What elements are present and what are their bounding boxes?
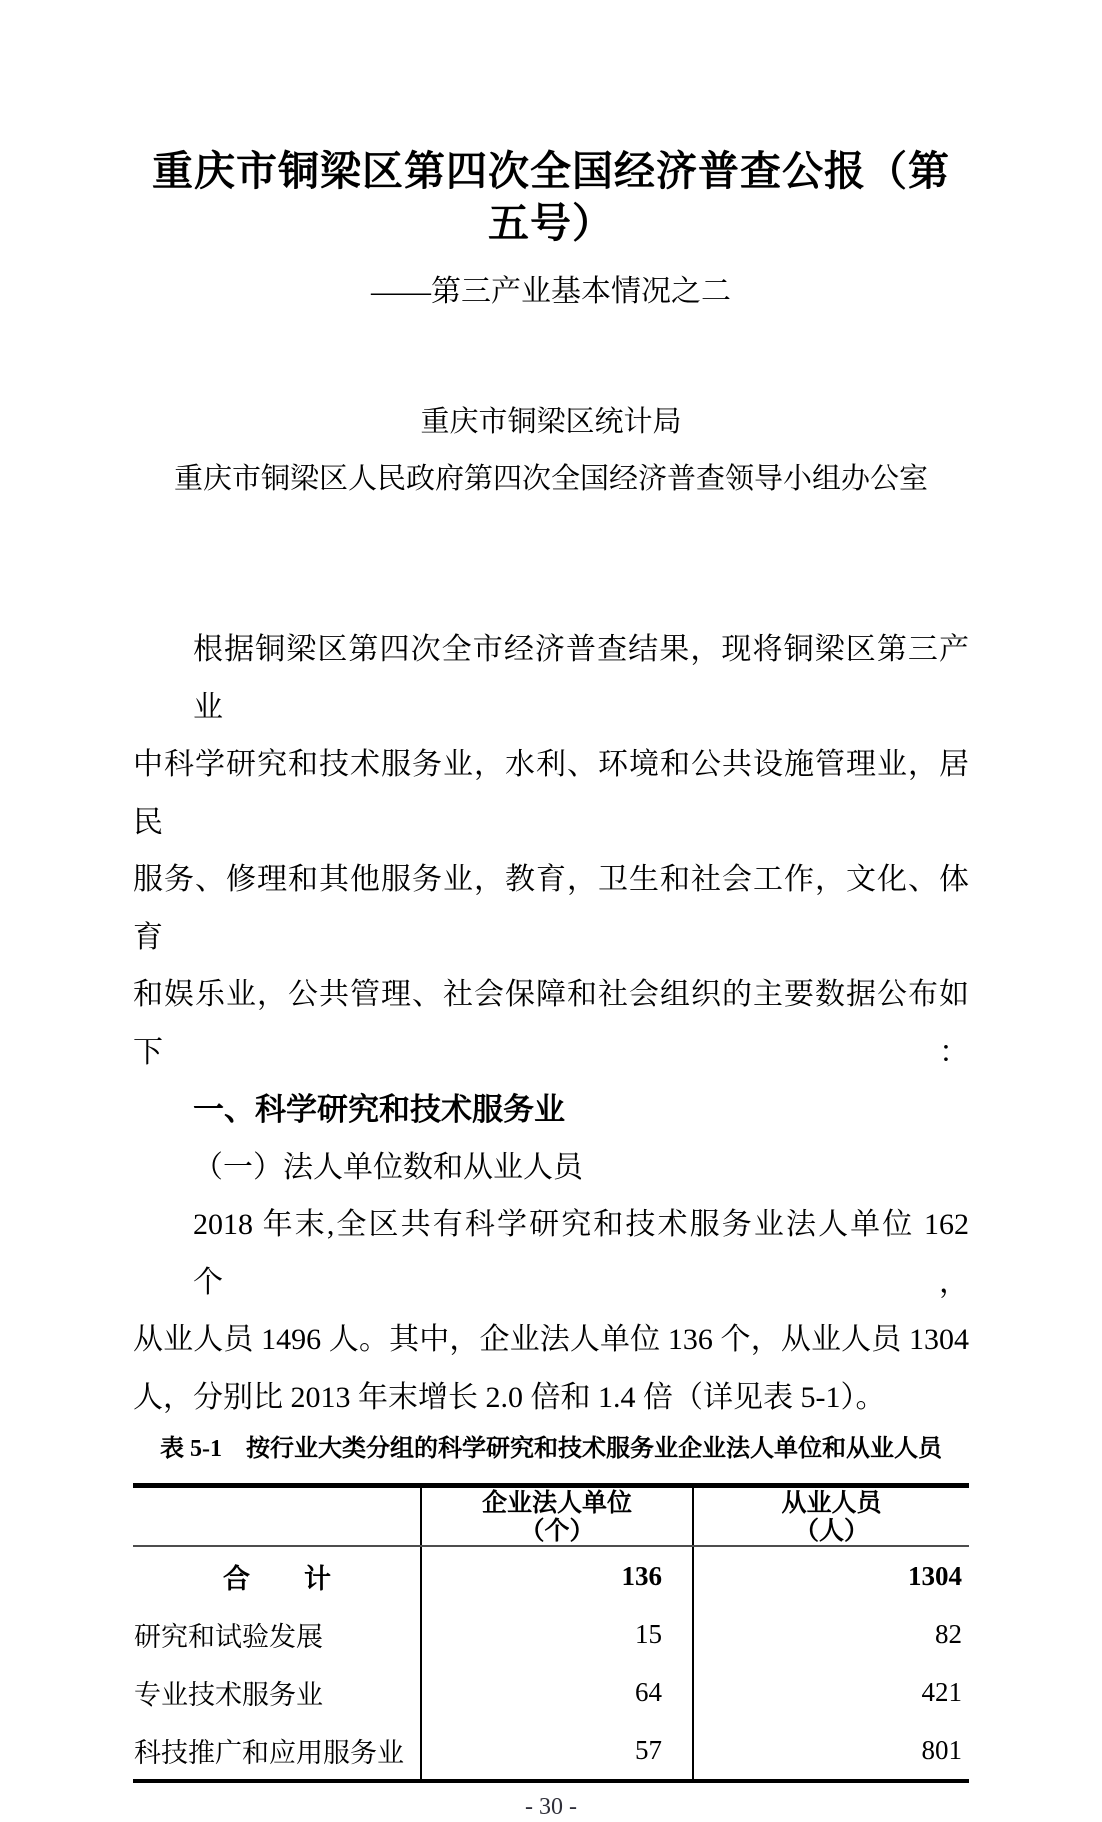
paragraph-line: 根据铜梁区第四次全市经济普查结果，现将铜梁区第三产业 (193, 633, 969, 724)
paragraph-line: 服务、修理和其他服务业，教育，卫生和社会工作，文化、体育 (133, 863, 969, 954)
table-header-row (133, 1488, 969, 1545)
row-label: 专业技术服务业 (134, 1679, 323, 1710)
row-value-units: 136 (420, 1547, 692, 1605)
table-header-cell-legal-entities (420, 1488, 692, 1545)
row-value-units: 15 (420, 1605, 692, 1663)
table-header-cell-empty (133, 1488, 420, 1545)
document-page (0, 145, 1102, 1820)
column-header-unit: （个） (519, 1516, 595, 1545)
table-header-cell-employees (692, 1488, 969, 1545)
paragraph-line: 人，分别比 2013 年末增长 2.0 倍和 1.4 倍（详见表 5-1）。 (133, 1380, 886, 1414)
page-number: - 30 - (525, 1794, 577, 1820)
column-header-unit: （人） (793, 1516, 869, 1545)
issuing-agency-census-office: 重庆市铜梁区人民政府第四次全国经济普查领导小组办公室 (173, 463, 928, 495)
issuing-agency-statistics-bureau: 重庆市铜梁区统计局 (420, 406, 682, 438)
row-label: 合 计 (223, 1563, 331, 1594)
column-header-name: 从业人员 (781, 1488, 882, 1517)
table-row (133, 1663, 969, 1721)
row-label: 科技推广和应用服务业 (134, 1737, 404, 1768)
document-subtitle: ——第三产业基本情况之二 (371, 275, 731, 308)
subsection-heading: （一）法人单位数和从业人员 (193, 1150, 583, 1184)
document-title: 重庆市铜梁区第四次全国经济普查公报（第五号） (152, 148, 950, 246)
row-value-persons: 421 (692, 1663, 969, 1721)
paragraph-line: 2018 年末,全区共有科学研究和技术服务业法人单位 162 个， (193, 1208, 969, 1299)
statistics-table (133, 1483, 969, 1783)
body-text (133, 621, 969, 1426)
row-value-persons: 1304 (692, 1547, 969, 1605)
paragraph-line: 中科学研究和技术服务业，水利、环境和公共设施管理业，居民 (133, 748, 969, 839)
section-heading: 一、科学研究和技术服务业 (193, 1092, 565, 1127)
row-value-persons: 82 (692, 1605, 969, 1663)
column-header-name: 企业法人单位 (481, 1488, 632, 1517)
document-content (133, 145, 969, 1822)
row-value-persons: 801 (692, 1721, 969, 1779)
table-header (133, 1488, 969, 1547)
row-label: 研究和试验发展 (134, 1621, 323, 1652)
row-value-units: 64 (420, 1663, 692, 1721)
row-value-units: 57 (420, 1721, 692, 1779)
table-row (133, 1547, 969, 1605)
paragraph-line: 和娱乐业，公共管理、社会保障和社会组织的主要数据公布如下： (133, 978, 969, 1069)
table-caption: 表 5-1 按行业大类分组的科学研究和技术服务业企业法人单位和从业人员 (160, 1436, 942, 1462)
table-body (133, 1547, 969, 1779)
paragraph-line: 从业人员 1496 人。其中，企业法人单位 136 个，从业人员 1304 (133, 1323, 969, 1356)
table-row (133, 1721, 969, 1779)
table-row (133, 1605, 969, 1663)
